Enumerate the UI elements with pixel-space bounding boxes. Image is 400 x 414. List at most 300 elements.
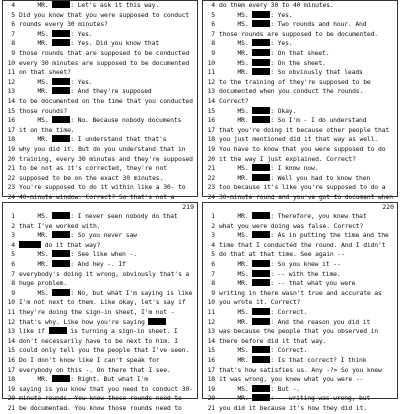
line-text-segment: on that sheet? — [19, 68, 71, 77]
line-number: 7 — [211, 29, 215, 38]
line-text-segment: MS. — [219, 308, 253, 316]
transcript-page-bottom-left — [2, 202, 198, 412]
line-number: 6 — [211, 260, 215, 268]
transcript-line — [203, 308, 397, 318]
transcript-line — [203, 164, 397, 174]
transcript-page-bottom-right — [202, 202, 398, 412]
line-text-segment: MS. — [19, 250, 53, 259]
line-text-segment: MS. — [219, 20, 253, 29]
redaction-bar — [52, 260, 70, 267]
line-text — [19, 356, 160, 366]
line-text-segment: MS. — [219, 164, 253, 173]
line-text-segment: could only tell you the people that I've seen. — [19, 346, 190, 355]
transcript-line — [3, 145, 197, 155]
redaction-bar — [252, 174, 270, 181]
line-text — [219, 279, 355, 289]
line-text — [19, 20, 108, 30]
redaction-bar — [252, 68, 270, 75]
transcript-page-top-right — [202, 0, 398, 201]
line-text — [219, 318, 370, 328]
line-number: 15 — [7, 346, 15, 355]
line-number: 6 — [11, 260, 15, 268]
transcript-line — [3, 1, 197, 11]
redaction-bar — [52, 78, 70, 85]
line-number: 8 — [211, 279, 215, 288]
transcript-line — [3, 78, 197, 88]
line-text — [219, 327, 378, 337]
transcript-line — [203, 145, 397, 155]
line-text-segment: writing in there wasn't true and accurate as — [219, 288, 382, 297]
transcript-line — [203, 385, 397, 395]
line-text-segment: : Two rounds and hour. And — [270, 20, 367, 29]
redaction-bar — [49, 327, 67, 334]
line-number: 18 — [7, 375, 15, 384]
line-number: 5 — [11, 250, 15, 259]
line-text-segment: : But -. — [270, 384, 300, 393]
transcript-line — [203, 394, 397, 404]
line-text — [19, 116, 181, 126]
line-text-segment: : So obviously that leads — [270, 68, 363, 77]
redaction-bar — [52, 30, 70, 37]
line-text — [219, 107, 296, 117]
transcript-line — [3, 59, 197, 69]
line-text — [219, 394, 370, 404]
redaction-bar — [252, 260, 270, 267]
line-text-segment: why you did it. But do you understand that in — [19, 145, 186, 153]
line-text-segment: : Right. But what I'm — [70, 375, 148, 384]
line-text — [219, 385, 300, 395]
line-number: 22 — [7, 173, 15, 182]
redaction-bar — [52, 231, 70, 238]
line-number: 13 — [207, 87, 215, 96]
line-text-segment: MS. — [219, 231, 253, 240]
line-number: 22 — [207, 173, 215, 182]
line-text-segment: : I understand that that's — [70, 135, 167, 144]
line-number: 16 — [7, 356, 15, 364]
line-text-segment: it was wrong, you knew what you were -- — [219, 375, 364, 384]
line-text-segment: MR. — [219, 116, 253, 125]
transcript-line — [203, 135, 397, 145]
line-text — [219, 260, 341, 270]
line-text-segment: : So you never saw — [70, 231, 137, 240]
transcript-line — [203, 327, 397, 337]
transcript-line — [203, 20, 397, 30]
line-text — [219, 164, 318, 174]
redaction-bar — [52, 87, 70, 94]
transcript-line — [3, 39, 197, 49]
transcript-line — [3, 11, 197, 21]
redaction-bar — [252, 270, 270, 277]
transcript-line — [203, 318, 397, 328]
line-text — [219, 97, 249, 107]
redaction-bar — [252, 356, 270, 363]
transcript-line — [203, 298, 397, 308]
line-text — [19, 385, 193, 395]
line-number: 2 — [11, 221, 15, 230]
line-number: 8 — [211, 39, 215, 48]
line-number: 24 — [207, 193, 215, 201]
transcript-line — [203, 11, 397, 21]
line-number: 14 — [7, 97, 15, 105]
line-text-segment: everybody on this -. On there that I see. — [19, 365, 171, 374]
line-text-segment: Correct? — [219, 97, 249, 105]
transcript-line — [203, 87, 397, 97]
line-text — [19, 366, 171, 376]
redaction-bar — [19, 241, 41, 248]
transcript-line — [203, 39, 397, 49]
line-text-segment: : Yes. — [70, 77, 93, 86]
transcript-line — [203, 356, 397, 366]
line-text-segment: : -- that what you were — [270, 279, 356, 288]
transcript-line — [3, 308, 197, 318]
line-text-segment: MR. — [19, 231, 53, 240]
line-text-segment: that's why. Like how you're saying — [19, 317, 149, 326]
line-text — [19, 404, 182, 414]
transcript-line — [3, 20, 197, 30]
line-text — [19, 59, 189, 69]
line-number: 20 — [7, 394, 15, 403]
line-text-segment: You have to know that you were supposed to do — [219, 145, 386, 153]
line-text-segment: : Yes. — [270, 10, 293, 19]
line-text — [219, 346, 307, 356]
transcript-line — [203, 337, 397, 347]
transcript-line — [203, 174, 397, 184]
line-text-segment: be documented. You know those rounds need to — [19, 404, 182, 412]
line-text-segment: MS. — [19, 212, 53, 220]
line-text-segment: minute rounds. You know those rounds need to — [19, 394, 182, 403]
redaction-bar — [252, 385, 270, 392]
line-text — [19, 212, 178, 222]
line-number: 7 — [11, 29, 15, 38]
redaction-bar — [52, 375, 70, 382]
line-number: 5 — [211, 10, 215, 19]
transcript-line — [3, 183, 197, 193]
line-text-segment: : Therefore, you knew that — [270, 212, 367, 220]
line-number: 6 — [11, 20, 15, 29]
line-text-segment: : Okay. — [270, 106, 297, 115]
line-number: 2 — [211, 221, 215, 230]
line-text — [19, 145, 185, 155]
line-number: 18 — [207, 375, 215, 384]
line-text-segment: : So you knew it -- — [270, 260, 341, 268]
line-text — [19, 327, 178, 337]
line-text — [19, 222, 100, 232]
line-text-segment: : I know now. — [270, 164, 319, 173]
transcript-line — [3, 174, 197, 184]
line-text-segment: is turning a sign-in sheet. I — [66, 327, 178, 336]
line-text-segment: do them every 30 to 40 minutes. — [219, 1, 334, 9]
line-text-segment: those rounds? — [19, 106, 68, 115]
line-text-segment: MS. — [19, 288, 53, 297]
line-text-segment: : Well you had to know then — [270, 173, 371, 182]
redaction-bar — [252, 49, 270, 56]
line-text-segment: documented when you conduct the rounds. — [219, 87, 364, 96]
line-text — [219, 270, 341, 280]
line-text — [219, 126, 389, 136]
line-number: 5 — [211, 250, 215, 259]
line-number: 5 — [11, 10, 15, 19]
redaction-bar — [252, 346, 270, 353]
line-number: 10 — [7, 298, 15, 307]
line-text — [19, 174, 163, 184]
transcript-line — [203, 260, 397, 270]
line-number: 23 — [207, 183, 215, 192]
line-number: 3 — [11, 231, 15, 240]
line-number: 15 — [207, 346, 215, 355]
transcript-line — [203, 97, 397, 107]
line-text — [219, 1, 334, 11]
redaction-bar — [252, 394, 270, 401]
line-number: 20 — [207, 394, 215, 403]
line-text-segment: MR. — [219, 260, 253, 268]
line-text-segment: : -- writing was wrong, but — [270, 394, 371, 403]
line-text-segment: MS. — [219, 39, 253, 48]
line-text-segment: 30-minute round and you've got to document when — [219, 193, 393, 201]
line-text-segment: to be documented on the time that you conducted — [19, 97, 193, 105]
line-text-segment: : Let's ask it this way. — [70, 1, 160, 9]
line-number: 11 — [7, 308, 15, 316]
transcript-line — [203, 1, 397, 11]
line-text-segment: : Correct. — [270, 346, 308, 355]
transcript-line — [3, 298, 197, 308]
transcript-line — [3, 241, 197, 251]
transcript-line — [3, 279, 197, 289]
line-text — [19, 126, 74, 136]
line-text — [19, 270, 189, 280]
line-text — [19, 107, 67, 117]
line-number: 4 — [11, 1, 15, 9]
line-text-segment: MR. — [19, 87, 53, 96]
line-text-segment: MR. — [19, 135, 53, 144]
line-text — [19, 337, 178, 347]
line-text-segment: you just mentioned did it that way as well. — [219, 135, 378, 144]
line-number: 8 — [11, 39, 15, 48]
line-number: 19 — [7, 384, 15, 393]
transcript-line — [203, 250, 397, 260]
line-text — [219, 212, 366, 222]
line-text-segment: rounds every 30 minutes? — [19, 20, 108, 29]
line-number: 17 — [207, 365, 215, 374]
line-number: 13 — [7, 87, 15, 96]
line-text-segment: MS. — [219, 106, 253, 115]
line-number: 15 — [7, 106, 15, 115]
line-text-segment: MR. — [219, 394, 253, 403]
line-text-segment: training, every 30 minutes and they're supposed — [19, 154, 193, 163]
line-number: 11 — [7, 68, 15, 77]
line-text-segment: to be not as it's corrected, they're not — [19, 164, 167, 173]
line-number: 12 — [7, 77, 15, 86]
line-text-segment: Do I don't know like I can't speak for — [19, 356, 160, 364]
line-text-segment: like if — [19, 327, 49, 336]
line-text — [19, 68, 71, 78]
transcript-line — [203, 222, 397, 232]
transcript-line — [3, 289, 197, 299]
line-number: 4 — [211, 1, 215, 9]
line-text-segment: to the training of they're supposed to be — [219, 77, 371, 86]
line-text-segment: saying is you know that you need to conduct 30- — [19, 384, 193, 393]
line-text — [19, 97, 193, 107]
transcript-line — [203, 59, 397, 69]
transcript-line — [3, 126, 197, 136]
line-text-segment: : I never seen nobody do that — [70, 212, 178, 220]
line-text — [19, 183, 185, 193]
transcript-line — [3, 346, 197, 356]
line-text — [19, 39, 159, 49]
line-text-segment: You're supposed to do it within like a 30- to — [19, 183, 186, 192]
line-text — [219, 116, 366, 126]
line-text-segment: : See like when -. — [70, 250, 137, 259]
line-text-segment: MS. — [219, 269, 253, 278]
line-text — [19, 135, 166, 145]
line-text-segment: those rounds that are supposed to be conducted — [19, 49, 190, 57]
line-text-segment: you wrote it. Correct? — [219, 298, 301, 307]
line-number: 1 — [211, 212, 215, 220]
line-text-segment: 40-minute window. Correct? So that's not a — [19, 193, 175, 201]
line-text — [19, 49, 189, 59]
line-text-segment: : Yes. Did you know that — [70, 39, 160, 48]
redaction-bar — [252, 39, 270, 46]
line-text-segment: MR. — [19, 1, 53, 9]
line-number: 11 — [207, 68, 215, 77]
transcript-line — [3, 260, 197, 270]
transcript-line — [203, 49, 397, 59]
line-number: 4 — [11, 240, 15, 249]
line-number: 7 — [211, 269, 215, 278]
line-text-segment: : So I'm - I do understand — [270, 116, 367, 125]
page-number: 220 — [382, 203, 394, 211]
line-text — [219, 222, 363, 232]
line-text — [219, 337, 326, 347]
redaction-bar — [252, 231, 270, 238]
line-text-segment: that's how satisfies us. Any -?> So you knew — [219, 365, 382, 374]
transcript-line — [3, 337, 197, 347]
line-text-segment: MR. — [219, 212, 253, 220]
line-text — [19, 78, 92, 88]
line-text-segment: : On the sheet. — [270, 58, 326, 67]
line-number: 11 — [207, 308, 215, 316]
redaction-bar — [52, 289, 70, 296]
line-number: 19 — [7, 145, 15, 153]
line-text-segment: : Correct. — [270, 308, 308, 316]
line-text — [19, 1, 159, 11]
line-text — [219, 30, 378, 40]
transcript-line — [203, 270, 397, 280]
redaction-bar — [52, 135, 70, 142]
line-text — [19, 231, 137, 241]
line-text-segment: that I've worked with. — [19, 221, 101, 230]
redaction-bar — [252, 279, 270, 286]
transcript-line — [203, 346, 397, 356]
line-number: 3 — [211, 231, 215, 240]
transcript-line — [3, 164, 197, 174]
line-text — [219, 250, 345, 260]
line-text — [219, 11, 292, 21]
transcript-line — [203, 404, 397, 414]
transcript-line — [203, 155, 397, 165]
transcript-line — [3, 231, 197, 241]
line-text-segment: there before did it that way. — [219, 336, 327, 345]
line-number: 17 — [7, 125, 15, 134]
redaction-bar — [252, 116, 270, 123]
transcript-line — [3, 222, 197, 232]
transcript-line — [3, 366, 197, 376]
line-number: 17 — [7, 365, 15, 374]
redaction-bar — [52, 1, 70, 8]
line-number: 19 — [207, 384, 215, 393]
line-number: 17 — [207, 125, 215, 134]
line-text-segment: do it that way? — [41, 240, 101, 249]
line-number: 13 — [7, 327, 15, 336]
transcript-line — [3, 116, 197, 126]
line-number: 9 — [211, 49, 215, 57]
line-text-segment: : No. Because nobody documents — [70, 116, 182, 125]
line-text-segment: : Is that correct? I think — [270, 356, 367, 364]
line-number: 8 — [11, 279, 15, 288]
line-text — [19, 346, 189, 356]
line-text-segment: : On that sheet. — [270, 49, 330, 57]
transcript-line — [3, 97, 197, 107]
transcript-line — [203, 78, 397, 88]
line-text-segment: MS. — [219, 10, 253, 19]
transcript-page-top-left — [2, 0, 198, 201]
transcript-line — [3, 30, 197, 40]
line-number: 23 — [7, 183, 15, 192]
transcript-line — [203, 375, 397, 385]
redaction-bar — [148, 318, 166, 325]
transcript-line — [3, 356, 197, 366]
line-text — [19, 30, 92, 40]
transcript-line — [203, 231, 397, 241]
line-text-segment: : -- with the time. — [270, 269, 341, 278]
line-text-segment: it the way I just explained. Correct? — [219, 154, 356, 163]
line-text — [19, 318, 166, 328]
line-number: 18 — [207, 135, 215, 144]
line-text — [19, 11, 189, 21]
line-text-segment: MR. — [219, 317, 253, 326]
transcript-line — [3, 318, 197, 328]
transcript-line — [203, 183, 397, 193]
line-text-segment: MS. — [219, 384, 253, 393]
line-text-segment: every 30 minutes are supposed to be documented — [19, 58, 190, 67]
line-text — [219, 20, 366, 30]
line-text-segment: MR. — [219, 68, 253, 77]
line-number: 12 — [7, 317, 15, 326]
line-text — [19, 298, 185, 308]
line-text-segment: : No, but what I'm saying is like — [70, 288, 193, 297]
transcript-line — [3, 87, 197, 97]
line-number: 15 — [207, 106, 215, 115]
line-text-segment: it on the time. — [19, 125, 75, 134]
line-number: 9 — [11, 49, 15, 57]
line-text — [219, 356, 366, 366]
redaction-bar — [252, 164, 270, 171]
line-text-segment: : And they're supposed — [70, 87, 152, 96]
line-text — [19, 87, 152, 97]
line-text-segment: huge problem. — [19, 279, 68, 288]
redaction-bar — [52, 116, 70, 123]
line-text-segment: MR. — [19, 375, 53, 384]
transcript-line — [203, 366, 397, 376]
redaction-bar — [252, 318, 270, 325]
line-text — [219, 135, 378, 145]
line-text — [219, 404, 367, 414]
transcript-line — [3, 327, 197, 337]
line-text — [219, 366, 382, 376]
line-text-segment: Did you know that you were supposed to conduct — [19, 10, 190, 19]
line-number: 10 — [7, 58, 15, 67]
redaction-bar — [252, 308, 270, 315]
line-text-segment: that you're doing it because other people that — [219, 125, 390, 134]
